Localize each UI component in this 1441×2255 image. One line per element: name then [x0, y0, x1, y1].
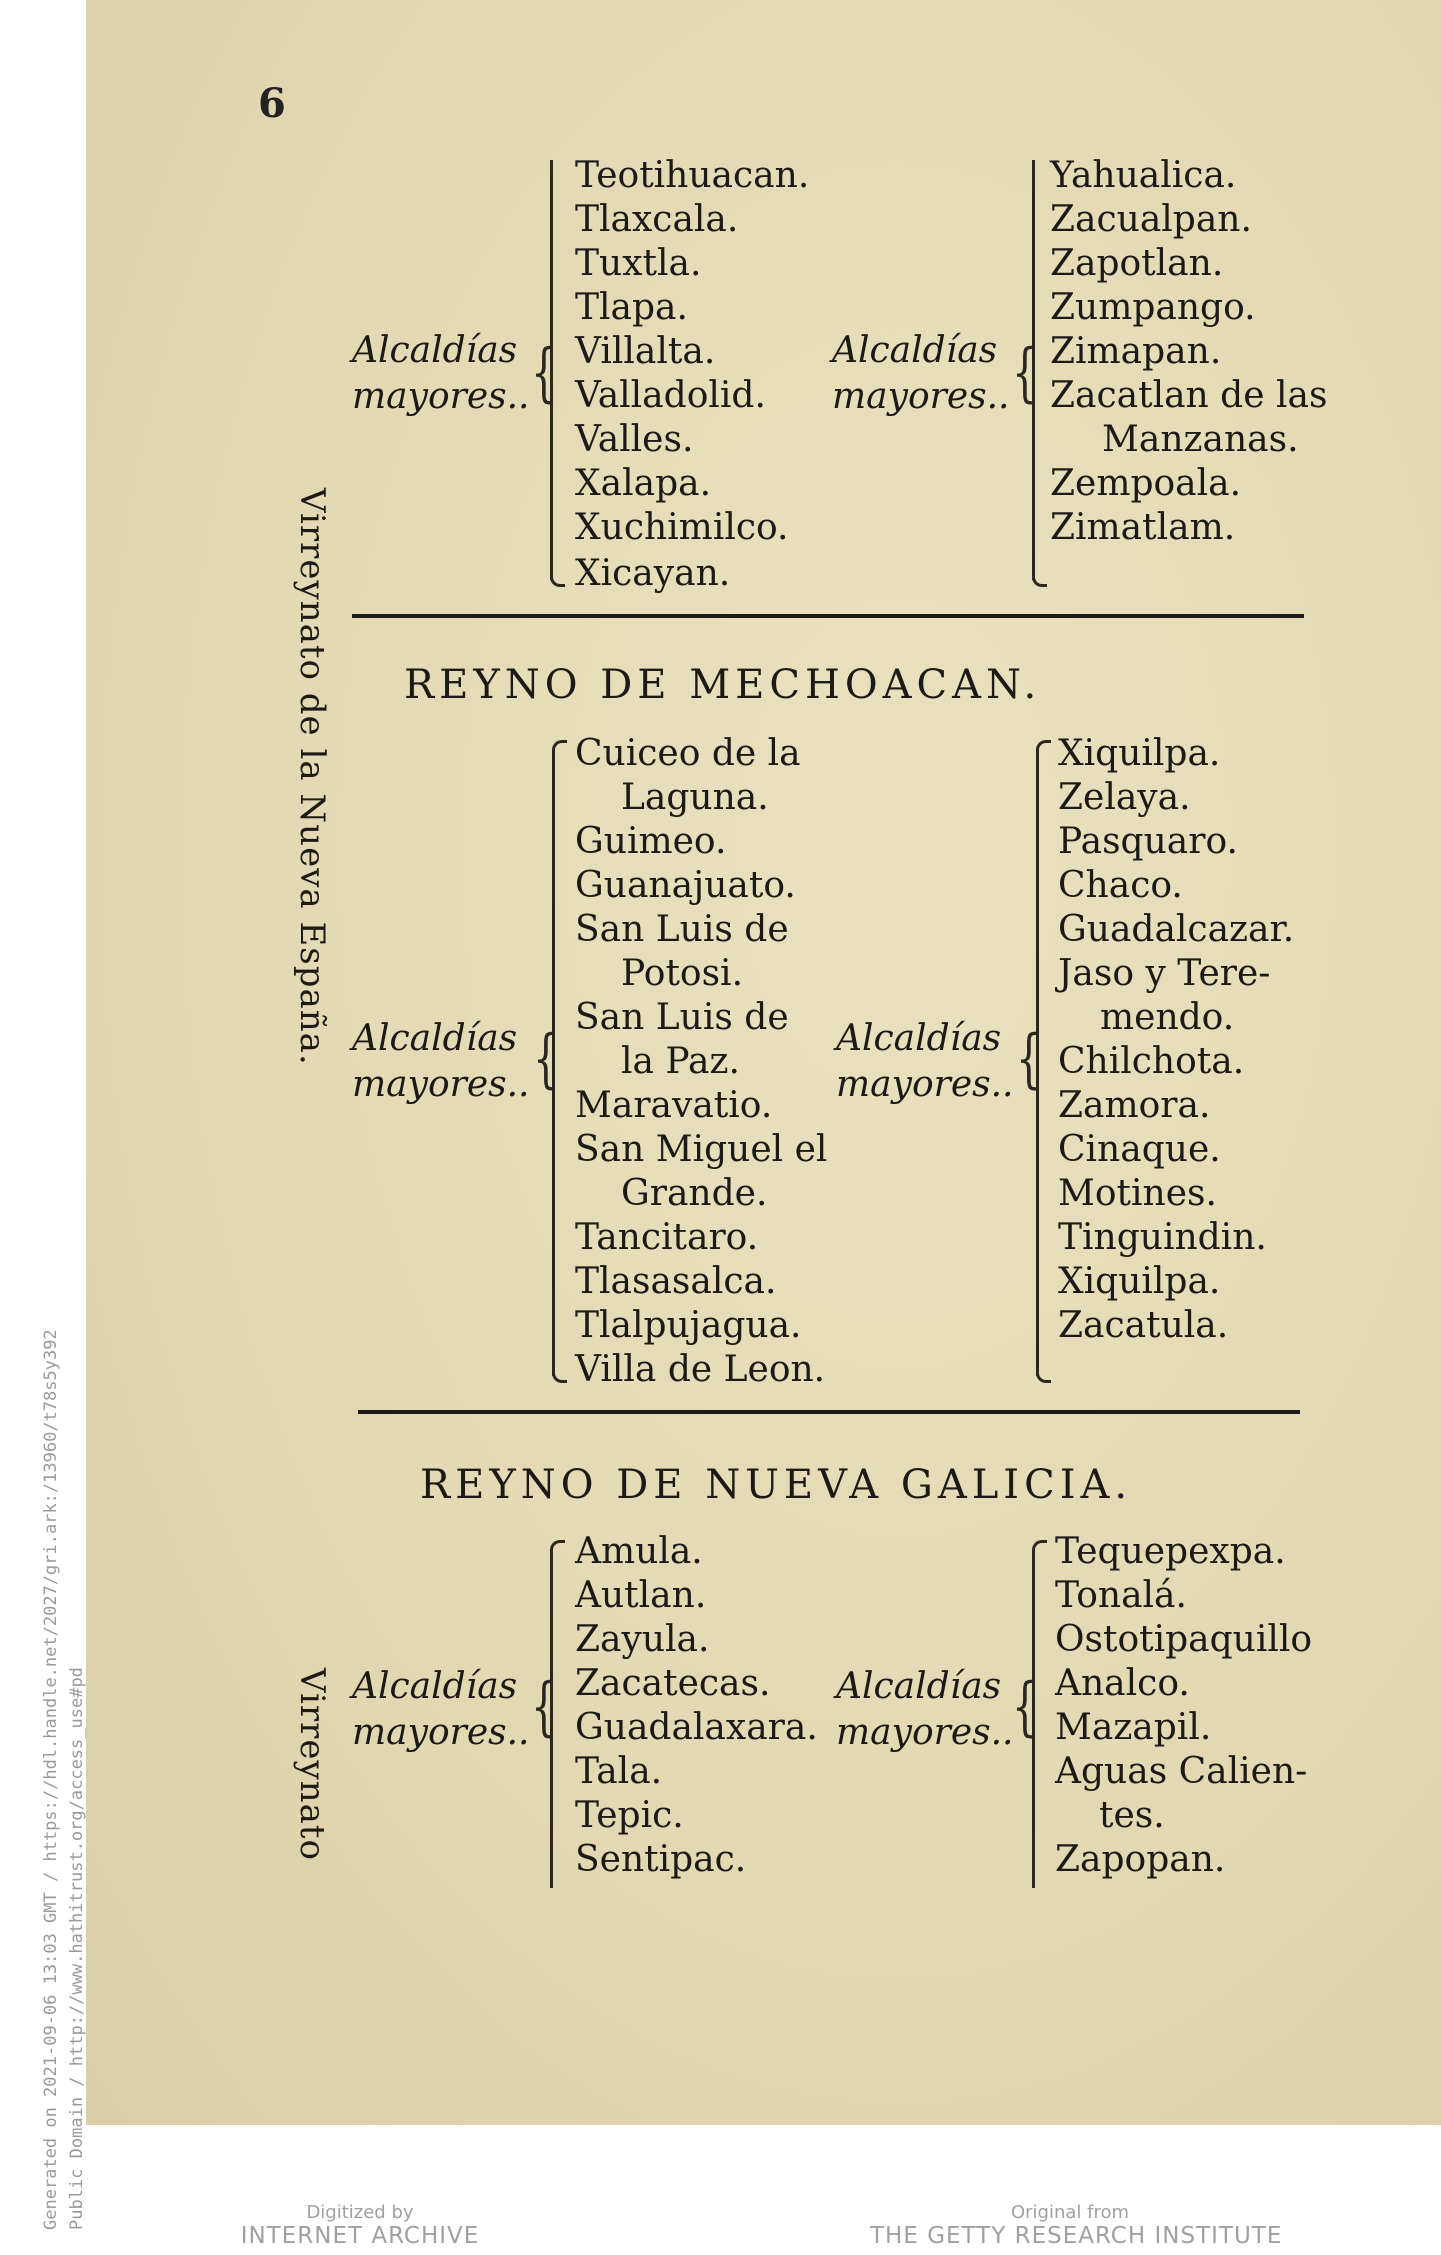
- list-item: Tonalá.: [1055, 1575, 1187, 1616]
- right-brace-cusp: {: [1012, 336, 1038, 410]
- list-item: San Luis de: [575, 997, 789, 1038]
- list-item: Zapopan.: [1055, 1839, 1226, 1880]
- list-item: Zacatlan de las: [1050, 375, 1328, 416]
- list-item: Guadalaxara.: [575, 1707, 818, 1748]
- list-item: Tequepexpa.: [1055, 1531, 1286, 1572]
- hathitrust-watermark: Generated on 2021-09-06 13:03 GMT / https://hdl.handle.net/2027/gri.ark:/13960/t78s5y392 Public Domain / http://www.hathitrust.org/access_use#pd: [41, 1329, 87, 2230]
- list-item: Xuchimilco.: [575, 507, 789, 548]
- list-item: Cinaque.: [1058, 1129, 1221, 1170]
- list-item: Tlaxcala.: [575, 199, 739, 240]
- list-item: Villalta.: [575, 331, 716, 372]
- list-item: Zapotlan.: [1050, 243, 1224, 284]
- list-item: Tancitaro.: [575, 1217, 759, 1258]
- list-item: Xalapa.: [575, 463, 712, 504]
- list-item: San Luis de: [575, 909, 789, 950]
- list-item: Amula.: [575, 1531, 703, 1572]
- list-item: la Paz.: [621, 1041, 740, 1082]
- list-item: Laguna.: [621, 777, 769, 818]
- list-item: Tepic.: [575, 1795, 684, 1836]
- list-item: Pasquaro.: [1058, 821, 1238, 862]
- right-brace-cusp: {: [1012, 1670, 1038, 1744]
- list-item: Xiquilpa.: [1058, 733, 1221, 774]
- right-label: Alcaldías mayores..: [836, 1666, 1014, 1753]
- list-item: Tlasasalca.: [575, 1261, 777, 1302]
- list-item: Tinguindin.: [1058, 1217, 1267, 1258]
- side-title-virreynato: Virreynato: [292, 1668, 332, 1861]
- list-item: Tala.: [575, 1751, 663, 1792]
- right-brace-cusp: {: [1016, 1022, 1042, 1096]
- footer-digitized-by: Digitized by INTERNET ARCHIVE: [240, 2202, 480, 2249]
- list-item: Tuxtla.: [575, 243, 702, 284]
- list-item: mendo.: [1100, 997, 1235, 1038]
- list-item: Valles.: [575, 419, 694, 460]
- list-item: Zayula.: [575, 1619, 710, 1660]
- section-heading: REYNO DE NUEVA GALICIA.: [420, 1462, 1133, 1508]
- list-item: Zimapan.: [1050, 331, 1222, 372]
- list-item: Motines.: [1058, 1173, 1217, 1214]
- list-item: Xicayan.: [575, 553, 731, 594]
- list-item: Zelaya.: [1058, 777, 1191, 818]
- list-item: Zacatula.: [1058, 1305, 1229, 1346]
- left-brace-cusp: {: [531, 1670, 557, 1744]
- list-item: Mazapil.: [1055, 1707, 1212, 1748]
- list-item: Guanajuato.: [575, 865, 796, 906]
- left-brace-cusp: {: [533, 1022, 559, 1096]
- list-item: Autlan.: [575, 1575, 707, 1616]
- left-brace-cusp: {: [531, 336, 557, 410]
- right-label: Alcaldías mayores..: [832, 330, 1010, 417]
- right-label: Alcaldías mayores..: [836, 1018, 1014, 1105]
- list-item: Guadalcazar.: [1058, 909, 1295, 950]
- list-item: Valladolid.: [575, 375, 766, 416]
- list-item: Chilchota.: [1058, 1041, 1245, 1082]
- list-item: Zacualpan.: [1050, 199, 1252, 240]
- list-item: Ostotipaquillo: [1055, 1619, 1313, 1660]
- page-number: 6: [258, 80, 286, 127]
- left-label: Alcaldías mayores..: [352, 1018, 530, 1105]
- list-item: Teotihuacan.: [575, 155, 810, 196]
- list-item: Xiquilpa.: [1058, 1261, 1221, 1302]
- section-heading: REYNO DE MECHOACAN.: [404, 662, 1042, 708]
- side-title-virreynato-nueva-espana: Virreynato de la Nueva España.: [292, 488, 332, 1066]
- list-item: Chaco.: [1058, 865, 1183, 906]
- list-item: Grande.: [621, 1173, 768, 1214]
- list-item: Jaso y Tere-: [1058, 953, 1271, 994]
- list-item: tes.: [1099, 1795, 1165, 1836]
- list-item: Yahualica.: [1050, 155, 1237, 196]
- list-item: Zimatlam.: [1050, 507, 1236, 548]
- left-label: Alcaldías mayores..: [352, 1666, 530, 1753]
- list-item: Villa de Leon.: [575, 1349, 826, 1390]
- list-item: Zamora.: [1058, 1085, 1211, 1126]
- list-item: San Miguel el: [575, 1129, 828, 1170]
- section-divider: [358, 1410, 1300, 1414]
- list-item: Tlapa.: [575, 287, 688, 328]
- list-item: Sentipac.: [575, 1839, 747, 1880]
- list-item: Zacatecas.: [575, 1663, 771, 1704]
- footer-original-from: Original from THE GETTY RESEARCH INSTITUTE: [870, 2202, 1283, 2249]
- list-item: Guimeo.: [575, 821, 727, 862]
- section-divider: [352, 614, 1304, 618]
- list-item: Potosi.: [621, 953, 744, 994]
- list-item: Analco.: [1055, 1663, 1190, 1704]
- list-item: Zempoala.: [1050, 463, 1242, 504]
- left-label: Alcaldías mayores..: [352, 330, 530, 417]
- list-item: Aguas Calien-: [1055, 1751, 1308, 1792]
- list-item: Maravatio.: [575, 1085, 773, 1126]
- list-item: Zumpango.: [1050, 287, 1256, 328]
- list-item: Manzanas.: [1102, 419, 1299, 460]
- list-item: Cuiceo de la: [575, 733, 801, 774]
- list-item: Tlalpujagua.: [575, 1305, 802, 1346]
